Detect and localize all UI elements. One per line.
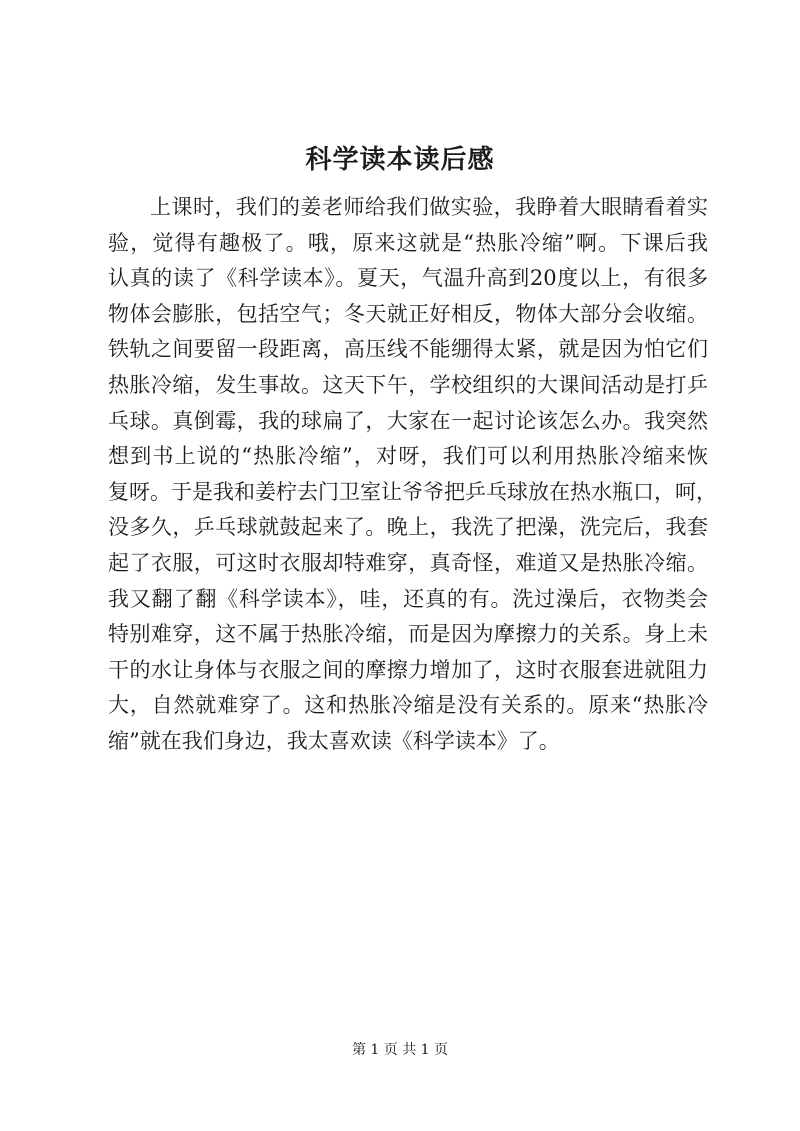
page-footer: 第 1 页 共 1 页 — [351, 1042, 449, 1058]
paragraph-line: 验，觉得有趣极了。哦，原来这就是“热胀冷缩”啊。下课后我 — [108, 230, 708, 255]
paragraph-line: 乓球。真倒霉，我的球扁了，大家在一起讨论该怎么办。我突然 — [108, 408, 708, 433]
paragraph-line: 没多久，乒乓球就鼓起来了。晚上，我洗了把澡，洗完后，我套 — [108, 515, 708, 540]
paragraph-line: 铁轨之间要留一段距离，高压线不能绷得太紧，就是因为怕它们 — [108, 337, 708, 362]
paragraph-line: 复呀。于是我和姜柠去门卫室让爷爷把乒乓球放在热水瓶口，呵， — [108, 479, 717, 504]
paragraph-line: 认真的读了《科学读本》。夏天，气温升高到20度以上，有很多 — [108, 266, 708, 291]
paragraph-line: 起了衣服，可这时衣服却特难穿，真奇怪，难道又是热胀冷缩。 — [108, 550, 708, 575]
paragraph-line: 干的水让身体与衣服之间的摩擦力增加了，这时衣服套进就阻力 — [108, 657, 708, 682]
paragraph-line: 缩”就在我们身边，我太喜欢读《科学读本》了。 — [108, 728, 560, 753]
paragraph-line: 特别难穿，这不属于热胀冷缩，而是因为摩擦力的关系。身上未 — [108, 622, 708, 647]
page-title: 科学读本读后感 — [305, 145, 495, 175]
paragraph-line: 上课时，我们的姜老师给我们做实验，我睁着大眼睛看着实 — [150, 195, 708, 219]
paragraph-line: 热胀冷缩，发生事故。这天下午，学校组织的大课间活动是打乒 — [108, 372, 708, 397]
essay-body — [108, 190, 717, 760]
paragraph-line: 想到书上说的“热胀冷缩”，对呀，我们可以利用热胀冷缩来恢 — [108, 444, 708, 469]
paragraph-line: 我又翻了翻《科学读本》，哇，还真的有。洗过澡后，衣物类会 — [108, 586, 708, 611]
paragraph-line: 大，自然就难穿了。这和热胀冷缩是没有关系的。原来“热胀冷 — [108, 693, 708, 718]
paragraph-line: 物体会膨胀，包括空气；冬天就正好相反，物体大部分会收缩。 — [108, 301, 708, 326]
